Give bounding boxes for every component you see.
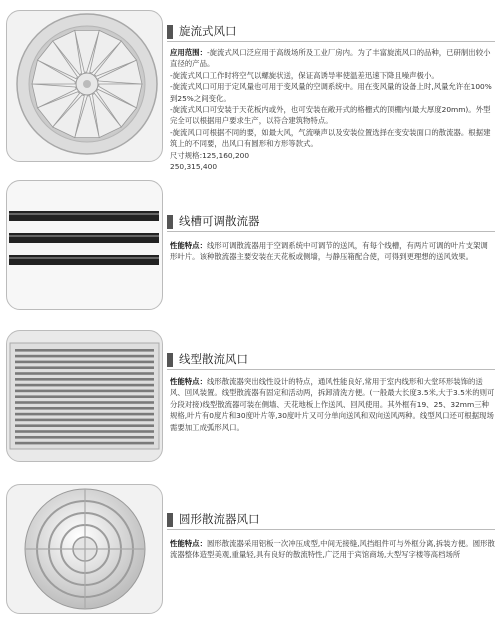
grille-slat <box>15 401 154 404</box>
field-label: 性能特点： <box>170 539 207 548</box>
grille-slat <box>15 442 154 445</box>
section-title: 线槽可调散流器 <box>179 214 260 228</box>
description-body: 线形散流器突出线性设计的特点，通风性能良好,常用于室内线形和大堂环形装饰的送风、回风装置。线型散流器有固定和活动两，拆卸清洗方便。(一般最大长度3.5米,大于3.5米的则可分段对接)线型散流器可装在侧墙、天花地板上作送风、回风使用。其外框有19、25、32mm三种规格,叶片有0度片和30度叶片等,30度叶片又可分单向送风和双向送风两种。线型风口还可根据现场需要加工成弧形风口。 <box>170 377 495 432</box>
sizes-label: 尺寸规格: <box>170 150 203 160</box>
linear-grille-icon <box>7 331 162 461</box>
section-title-bar <box>167 212 495 232</box>
field-label: 性能特点： <box>170 241 207 250</box>
section-round-diffuser <box>0 470 500 625</box>
section-description <box>170 376 495 433</box>
grille-slat <box>15 355 154 358</box>
section-title-bar <box>167 22 495 42</box>
grille-slat <box>15 372 154 375</box>
grille-slat <box>15 361 154 364</box>
section-description <box>170 240 495 263</box>
grille-slat <box>15 419 154 422</box>
grille-slat <box>15 407 154 410</box>
description-line: -旋流风口可根据不同的要，如最大风，气流噪声以及安装位置选择在变安装面口的散流器。根据建筑上的不同要，出风口有圆形和方形等款式。 <box>170 127 491 149</box>
section-slot-diffuser <box>0 170 500 320</box>
description-line: -旋流式风口工作时将空气以螺旋状送，保证高诱导率使温差迅速下降且噪声极小。 <box>170 70 439 80</box>
section-title: 线型散流风口 <box>179 352 248 366</box>
section-title: 旋流式风口 <box>179 24 237 38</box>
swirl-diffuser-icon <box>7 11 162 161</box>
grille-slat <box>15 424 154 427</box>
section-title-bar <box>167 350 495 370</box>
grille-slat <box>15 430 154 433</box>
section-linear-diffuser <box>0 320 500 470</box>
description-line: -旋流式风口可安装于天花板内或外，也可安装在敞开式的格栅式的顶棚内(最大厚度20mm)。外型完全可以根据用户要求生产，以符合建筑物特点。 <box>170 105 491 126</box>
description-body: 线形可调散流器用于空调系统中可调节的送风，有每个线槽，有两片可调的叶片支架调形叶片。该种散流器主要安装在天花板或侧墙，与静压箱配合使，可得到更理想的送风效果。 <box>170 241 488 262</box>
grille-slat <box>15 390 154 393</box>
linear-diffuser-photo <box>6 330 163 462</box>
grille-slat <box>15 395 154 398</box>
description-body: 圆形散流器采用铝板一次冲压成型,中间无接缝,风挡组件可与外框分离,拆装方便。圆形散流器整体造型美观,重量轻,具有良好的散流特性,广泛用于宾馆商场,大型写字楼等高档场所 <box>170 539 495 560</box>
section-title: 圆形散流器风口 <box>179 512 260 526</box>
grille-slat <box>15 349 154 352</box>
section-description <box>170 47 495 172</box>
grille-slat <box>15 384 154 387</box>
swirl-diffuser-photo <box>6 10 163 162</box>
sizes-value: 125,160,200 <box>202 150 250 160</box>
section-description <box>170 538 495 561</box>
sizes-value: 250,315,400 <box>170 162 218 172</box>
slot-diffuser-icon <box>7 181 162 309</box>
description-line: -旋流式风口泛应用于高级场所及工业厂房内。为了丰富旋流风口的品种，已研制出较小直径的产品。 <box>170 48 491 69</box>
slot-diffuser-photo <box>6 180 163 310</box>
round-diffuser-icon <box>7 485 162 613</box>
description-line: -旋流式风口可用于定风量也可用于变风量的空调系统中。用在变风量的设备上时,风量允许在100%到25%之间变化。 <box>170 82 492 103</box>
field-label: 性能特点： <box>170 377 207 386</box>
field-label: 应用范围： <box>170 48 207 57</box>
round-diffuser-photo <box>6 484 163 614</box>
grille-slat <box>15 378 154 381</box>
grille-slat <box>15 366 154 369</box>
grille-slat <box>15 413 154 416</box>
grille-slat <box>15 436 154 439</box>
section-swirl-diffuser <box>0 0 500 170</box>
section-title-bar <box>167 510 495 530</box>
